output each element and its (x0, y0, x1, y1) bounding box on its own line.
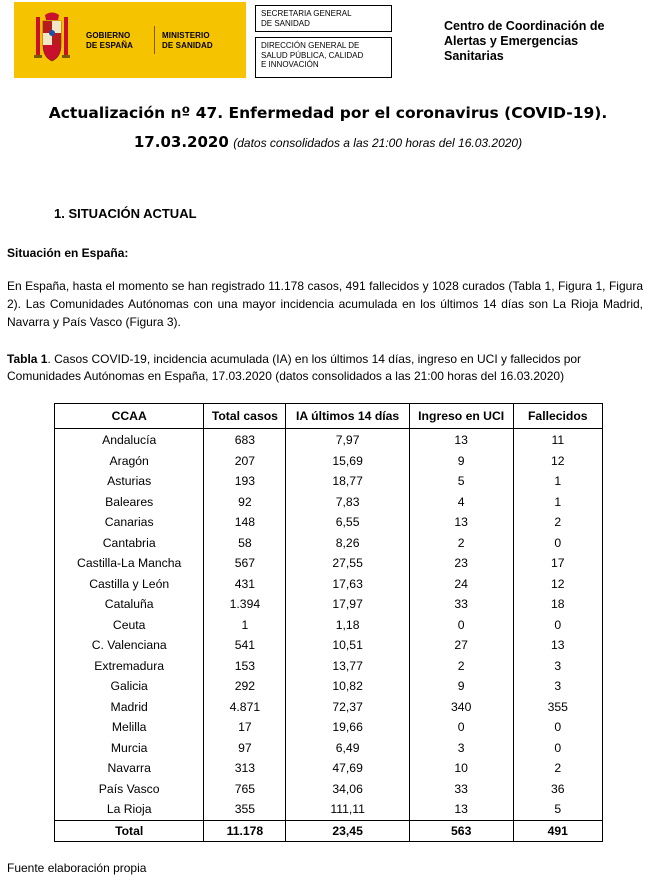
cell-ia: 72,37 (286, 697, 409, 718)
cell-icu: 0 (409, 615, 513, 636)
section-heading: 1. SITUACIÓN ACTUAL (54, 206, 197, 221)
cell-total-cases: 541 (204, 635, 286, 656)
cell-ia: 10,82 (286, 676, 409, 697)
cell-icu: 33 (409, 594, 513, 615)
cell-ccaa: Murcia (55, 738, 204, 759)
government-logo (14, 2, 246, 78)
cell-ccaa: Melilla (55, 717, 204, 738)
header-ccaa: CCAA (55, 404, 204, 429)
cell-ccaa: Castilla y León (55, 574, 204, 595)
cell-icu: 2 (409, 656, 513, 677)
table-row (55, 429, 603, 451)
cell-ccaa: C. Valenciana (55, 635, 204, 656)
cell-ia: 7,83 (286, 492, 409, 513)
cell-total-cases: 207 (204, 451, 286, 472)
cell-icu: 5 (409, 471, 513, 492)
total-label: Total (55, 820, 204, 841)
table-total-row (55, 820, 603, 841)
cell-icu: 3 (409, 738, 513, 759)
table-header-row (55, 404, 603, 429)
cell-ccaa: La Rioja (55, 799, 204, 820)
table-row (55, 471, 603, 492)
cell-icu: 0 (409, 717, 513, 738)
cell-ia: 27,55 (286, 553, 409, 574)
coordination-center-line: Sanitarias (444, 49, 504, 63)
table-row (55, 799, 603, 820)
cell-deaths: 1 (513, 471, 602, 492)
secretariat-line: SECRETARIA GENERAL (261, 9, 352, 18)
cell-ia: 1,18 (286, 615, 409, 636)
cell-ia: 13,77 (286, 656, 409, 677)
government-label-line: GOBIERNO (86, 31, 131, 40)
document-date: 17.03.2020 (133, 133, 229, 151)
total-cases: 11.178 (204, 820, 286, 841)
cell-ccaa: Madrid (55, 697, 204, 718)
cell-icu: 340 (409, 697, 513, 718)
document-date-line (0, 133, 656, 152)
cell-ia: 8,26 (286, 533, 409, 554)
header-deaths: Fallecidos (513, 404, 602, 429)
cell-deaths: 11 (513, 429, 602, 451)
total-deaths: 491 (513, 820, 602, 841)
cell-ia: 6,55 (286, 512, 409, 533)
cell-ia: 10,51 (286, 635, 409, 656)
table-row (55, 758, 603, 779)
cell-icu: 27 (409, 635, 513, 656)
document-title: Actualización nº 47. Enfermedad por el coronavirus (COVID-19). (48, 104, 608, 122)
cell-ccaa: Aragón (55, 451, 204, 472)
cell-ccaa: Canarias (55, 512, 204, 533)
cell-total-cases: 355 (204, 799, 286, 820)
table-row (55, 635, 603, 656)
directorate-line: DIRECCIÓN GENERAL DE (261, 41, 360, 50)
logo-divider (154, 26, 155, 54)
header-icu: Ingreso en UCI (409, 404, 513, 429)
cell-ccaa: Galicia (55, 676, 204, 697)
coordination-center-title (444, 19, 604, 64)
table-row (55, 717, 603, 738)
table-row (55, 492, 603, 513)
cases-table (54, 403, 603, 842)
cell-total-cases: 1.394 (204, 594, 286, 615)
secretariat-line: DE SANIDAD (261, 18, 310, 28)
cell-ccaa: Andalucía (55, 429, 204, 451)
source-note: Fuente elaboración propia (7, 861, 147, 875)
cell-total-cases: 431 (204, 574, 286, 595)
directorate-line: E INNOVACIÓN (261, 60, 319, 69)
cell-deaths: 12 (513, 574, 602, 595)
table-row (55, 553, 603, 574)
cell-ia: 34,06 (286, 779, 409, 800)
cell-total-cases: 193 (204, 471, 286, 492)
cell-total-cases: 92 (204, 492, 286, 513)
cell-deaths: 12 (513, 451, 602, 472)
cell-deaths: 0 (513, 738, 602, 759)
cell-icu: 4 (409, 492, 513, 513)
cell-deaths: 355 (513, 697, 602, 718)
cell-ia: 47,69 (286, 758, 409, 779)
cell-icu: 13 (409, 512, 513, 533)
directorate-box (255, 37, 392, 78)
cell-deaths: 13 (513, 635, 602, 656)
table-row (55, 574, 603, 595)
cell-ccaa: Baleares (55, 492, 204, 513)
cell-total-cases: 4.871 (204, 697, 286, 718)
ministry-label-line: DE SANIDAD (162, 41, 213, 50)
table-row (55, 676, 603, 697)
table-row (55, 533, 603, 554)
cell-ia: 18,77 (286, 471, 409, 492)
cell-deaths: 5 (513, 799, 602, 820)
cell-total-cases: 567 (204, 553, 286, 574)
cell-deaths: 2 (513, 512, 602, 533)
cell-ia: 17,97 (286, 594, 409, 615)
cell-ccaa: País Vasco (55, 779, 204, 800)
header-total-cases: Total casos (204, 404, 286, 429)
ministry-label-line: MINISTERIO (162, 31, 210, 40)
table-row (55, 738, 603, 759)
table-body (55, 429, 603, 842)
table-row (55, 451, 603, 472)
cell-ccaa: Asturias (55, 471, 204, 492)
coordination-center-line: Centro de Coordinación de (444, 19, 605, 33)
total-ia: 23,45 (286, 820, 409, 841)
cell-deaths: 17 (513, 553, 602, 574)
cell-deaths: 2 (513, 758, 602, 779)
cell-total-cases: 683 (204, 429, 286, 451)
government-label (86, 31, 133, 51)
coordination-center-line: Alertas y Emergencias (444, 34, 579, 48)
directorate-line: SALUD PÚBLICA, CALIDAD (261, 50, 364, 60)
cell-ccaa: Extremadura (55, 656, 204, 677)
coat-of-arms-icon (34, 11, 70, 65)
cell-deaths: 0 (513, 615, 602, 636)
subheading: Situación en España: (7, 246, 129, 260)
table-row (55, 656, 603, 677)
cell-icu: 13 (409, 429, 513, 451)
cell-ia: 6,49 (286, 738, 409, 759)
cell-icu: 33 (409, 779, 513, 800)
cell-ccaa: Navarra (55, 758, 204, 779)
table-row (55, 594, 603, 615)
cell-icu: 10 (409, 758, 513, 779)
cell-icu: 13 (409, 799, 513, 820)
ministry-label (162, 31, 213, 51)
cell-total-cases: 148 (204, 512, 286, 533)
cell-total-cases: 765 (204, 779, 286, 800)
table-row (55, 512, 603, 533)
cell-ccaa: Cantabria (55, 533, 204, 554)
cell-ia: 17,63 (286, 574, 409, 595)
cell-total-cases: 292 (204, 676, 286, 697)
table-row (55, 697, 603, 718)
cell-total-cases: 17 (204, 717, 286, 738)
cell-deaths: 1 (513, 492, 602, 513)
table-row (55, 615, 603, 636)
cell-ia: 19,66 (286, 717, 409, 738)
government-label-line: DE ESPAÑA (86, 41, 133, 50)
cell-deaths: 0 (513, 717, 602, 738)
table-caption-text: . Casos COVID-19, incidencia acumulada (IA) en los últimos 14 días, ingreso en UCI y fallecidos por Comunidades Autónomas en España, 17.03.2020 (datos consolidados a las 21:00 horas del 16.03.2020) (7, 352, 582, 383)
header-ia-14-days: IA últimos 14 días (286, 404, 409, 429)
cell-ia: 7,97 (286, 429, 409, 451)
cell-icu: 9 (409, 676, 513, 697)
cell-total-cases: 313 (204, 758, 286, 779)
cell-deaths: 3 (513, 656, 602, 677)
cell-ccaa: Castilla-La Mancha (55, 553, 204, 574)
summary-paragraph: En España, hasta el momento se han registrado 11.178 casos, 491 fallecidos y 1028 curados (Tabla 1, Figura 1, Figura 2). Las Comunidades Autónomas con una mayor incidencia acumulada en los últimos 14 días son La Rioja Madrid, Navarra y País Vasco (Figura 3). (7, 279, 643, 329)
cell-total-cases: 153 (204, 656, 286, 677)
cell-total-cases: 97 (204, 738, 286, 759)
cell-ccaa: Ceuta (55, 615, 204, 636)
cell-deaths: 0 (513, 533, 602, 554)
cell-total-cases: 58 (204, 533, 286, 554)
cell-total-cases: 1 (204, 615, 286, 636)
secretariat-box (255, 5, 392, 32)
cell-ia: 111,11 (286, 799, 409, 820)
table-caption (7, 351, 647, 385)
total-icu: 563 (409, 820, 513, 841)
table-row (55, 779, 603, 800)
document-date-note: (datos consolidados a las 21:00 horas del 16.03.2020) (233, 136, 523, 150)
cell-deaths: 3 (513, 676, 602, 697)
table-caption-label: Tabla 1 (7, 352, 48, 366)
cell-ia: 15,69 (286, 451, 409, 472)
cell-icu: 23 (409, 553, 513, 574)
cell-icu: 9 (409, 451, 513, 472)
cell-deaths: 18 (513, 594, 602, 615)
cell-deaths: 36 (513, 779, 602, 800)
cell-ccaa: Cataluña (55, 594, 204, 615)
cell-icu: 24 (409, 574, 513, 595)
cell-icu: 2 (409, 533, 513, 554)
